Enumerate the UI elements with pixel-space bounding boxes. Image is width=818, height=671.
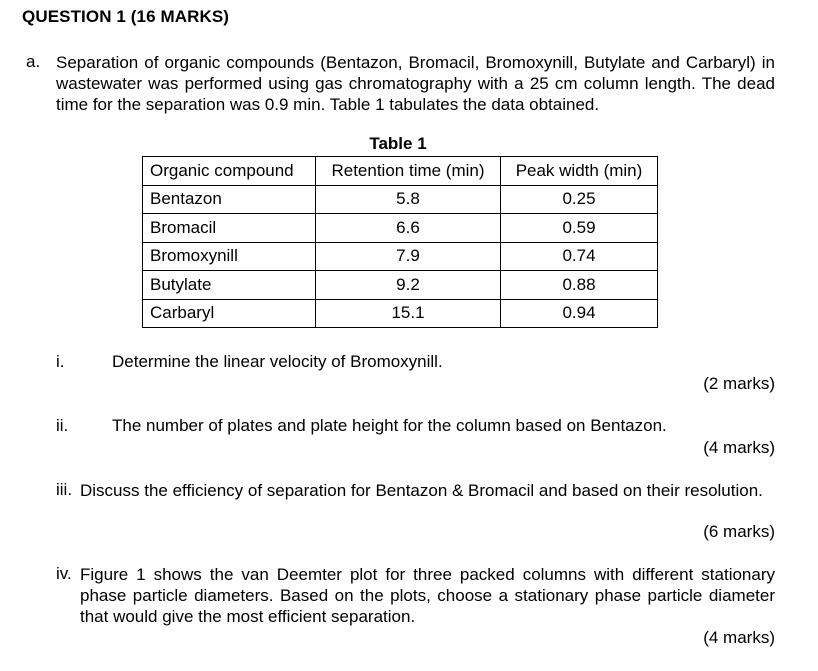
table-cell: 7.9 [316,242,501,271]
table-cell: Bromoxynill [143,242,316,271]
question-marks: (4 marks) [703,628,775,647]
question-text: The number of plates and plate height for the column based on Bentazon. [112,416,667,435]
table-cell: 5.8 [316,185,501,214]
table-cell: Carbaryl [143,299,316,328]
question-number: iv. [56,564,72,583]
table-row [143,185,658,214]
table-header-cell: Organic compound [143,157,316,186]
table-cell: 9.2 [316,271,501,300]
table-row [143,271,658,300]
data-table [142,156,658,328]
table-header-cell: Peak width (min) [501,157,658,186]
question-heading: QUESTION 1 (16 MARKS) [22,7,230,26]
question-text: Figure 1 shows the van Deemter plot for three packed columns with different stationary phase particle diameters. Based on the plots, choose a stationary phase particle diameter that would give the most efficient separation. [80,565,775,626]
table-header-row [143,157,658,186]
question-text: Discuss the efficiency of separation for Bentazon & Bromacil and based on their resolution. [80,481,763,500]
table-row [143,299,658,328]
question-number: ii. [56,416,69,435]
question-number: i. [56,352,65,371]
table-cell: 0.59 [501,214,658,243]
table-cell: Bentazon [143,185,316,214]
table-cell: 6.6 [316,214,501,243]
table-header-cell: Retention time (min) [316,157,501,186]
part-a-label: a. [26,52,41,71]
table-caption: Table 1 [369,134,427,153]
table-cell: 15.1 [316,299,501,328]
table-cell: Butylate [143,271,316,300]
question-marks: (6 marks) [703,522,775,541]
table-cell: 0.94 [501,299,658,328]
table-row [143,242,658,271]
table-cell: 0.74 [501,242,658,271]
table-cell: 0.25 [501,185,658,214]
question-number: iii. [56,480,73,499]
question-marks: (2 marks) [703,374,775,393]
question-marks: (4 marks) [703,438,775,457]
part-a-text: Separation of organic compounds (Bentazon, Bromacil, Bromoxynill, Butylate and Carbaryl) in wastewater was performed using gas chromatography with a 25 cm column length. The dead time for the separation was 0.9 min. Table 1 tabulates the data obtained. [56,53,775,114]
table-row [143,214,658,243]
question-text: Determine the linear velocity of Bromoxynill. [112,352,443,371]
table-cell: 0.88 [501,271,658,300]
table-cell: Bromacil [143,214,316,243]
